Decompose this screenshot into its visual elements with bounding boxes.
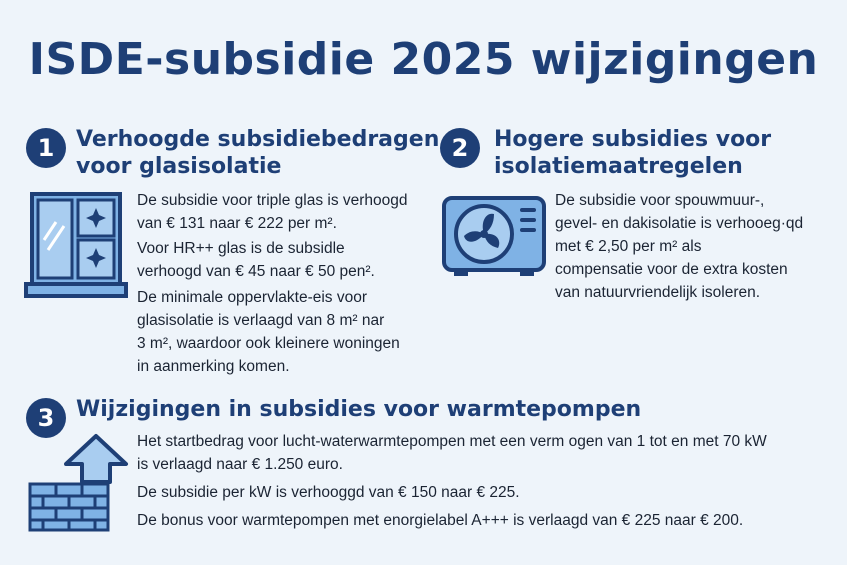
section-paragraph: [137, 481, 520, 504]
paragraph-line: compensatie voor de extra kosten: [555, 261, 788, 278]
paragraph-line: verhoogd van € 45 naar € 50 pen².: [137, 263, 375, 280]
paragraph-line: gevel- en dakisolatie is verhooeg·qd: [555, 215, 804, 232]
section-heading: [76, 126, 439, 180]
section-paragraph: [137, 509, 743, 532]
paragraph-line: De minimale oppervlakte-eis voor: [137, 289, 368, 306]
paragraph-line: De subsidie per kW is verhooggd van € 150 naar € 225.: [137, 484, 520, 501]
paragraph-line: van natuurvriendelijk isoleren.: [555, 284, 761, 301]
section-paragraph: [137, 286, 400, 378]
paragraph-line: met € 2,50 per m² als: [555, 238, 702, 255]
paragraph-line: 3 m², waardoor ook kleinere woningen: [137, 335, 400, 352]
section-heading: [494, 126, 771, 180]
section-number-badge: 1: [26, 128, 66, 168]
window-icon: [22, 190, 130, 302]
section-heading-line: Wijzigingen in subsidies voor warmtepompen: [76, 397, 642, 422]
heat-pump-unit-icon: [440, 194, 548, 278]
paragraph-line: De bonus voor warmtepompen met enorgielabel A+++ is verlaagd van € 225 naar € 200.: [137, 512, 744, 529]
paragraph-line: van € 131 naar € 222 per m².: [137, 215, 337, 232]
paragraph-line: De subsidie voor spouwmuur-,: [555, 192, 765, 209]
section-number-badge: 3: [26, 398, 66, 438]
section-heading-line: isolatiemaatregelen: [494, 154, 743, 179]
section-heading: [76, 396, 641, 423]
paragraph-line: Voor HR++ glas is de subsidle: [137, 240, 345, 257]
paragraph-line: De subsidie voor triple glas is verhoogd: [137, 192, 408, 209]
paragraph-line: is verlaagd naar € 1.250 euro.: [137, 456, 343, 473]
section-paragraph: [137, 237, 375, 283]
paragraph-line: in aanmerking komen.: [137, 358, 290, 375]
paragraph-line: glasisolatie is verlaagd van 8 m² nar: [137, 312, 385, 329]
section-paragraph: [137, 189, 408, 235]
brick-wall-arrow-icon: [22, 432, 132, 532]
section-heading-line: voor glasisolatie: [76, 154, 282, 179]
paragraph-line: Het startbedrag voor lucht-waterwarmtepompen met een verm ogen van 1 tot en met 70 kW: [137, 433, 767, 450]
section-number-badge: 2: [440, 128, 480, 168]
section-paragraph: [555, 189, 803, 304]
section-heading-line: Verhoogde subsidiebedragen: [76, 127, 440, 152]
page-title: ISDE-subsidie 2025 wijzigingen: [28, 34, 819, 85]
section-heading-line: Hogere subsidies voor: [494, 127, 772, 152]
section-paragraph: [137, 430, 767, 476]
